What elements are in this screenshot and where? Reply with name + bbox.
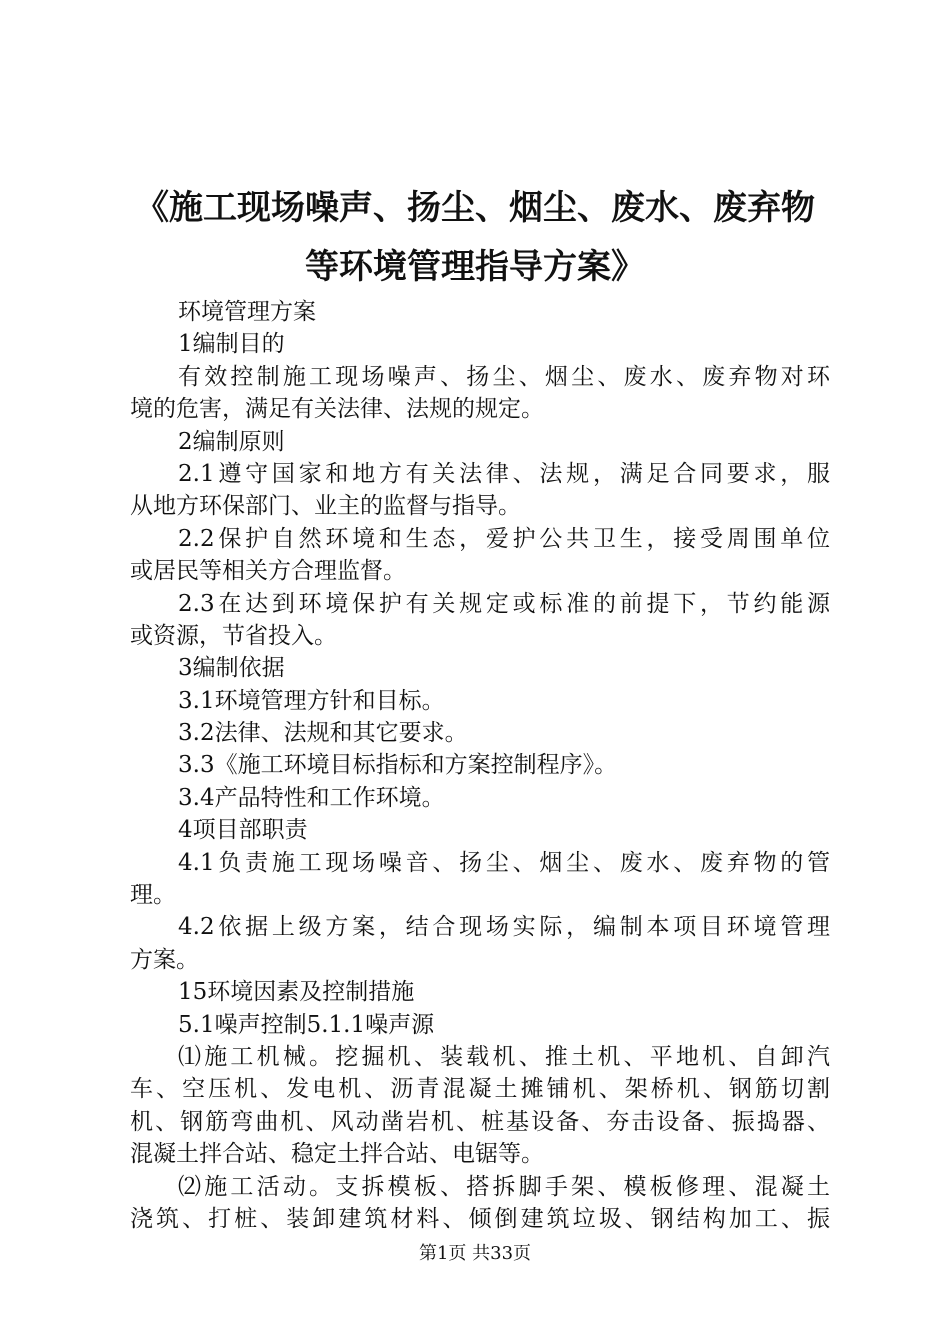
section-heading-5: 15环境因素及控制措施 — [178, 979, 415, 1006]
document-title-line-1: 《施工现场噪声、扬尘、烟尘、废水、废弃物 — [135, 188, 815, 228]
paragraph-line: 从地方环保部门、业主的监督与指导。 — [130, 493, 521, 520]
paragraph-line: 4.2依据上级方案，结合现场实际，编制本项目环境管理 — [178, 914, 830, 941]
paragraph-line: 2.1遵守国家和地方有关法律、法规，满足合同要求，服 — [178, 460, 830, 487]
document-title-line-2: 等环境管理指导方案》 — [305, 247, 645, 287]
paragraph-line: 2.3在达到环境保护有关规定或标准的前提下，节约能源 — [178, 590, 830, 617]
paragraph-line: 境的危害，满足有关法律、法规的规定。 — [130, 396, 544, 423]
list-item: 3.4产品特性和工作环境。 — [178, 784, 445, 811]
list-item: 3.1环境管理方针和目标。 — [178, 687, 445, 714]
section-heading-1: 1编制目的 — [178, 331, 285, 358]
paragraph-line: 混凝土拌合站、稳定土拌合站、电锯等。 — [130, 1141, 544, 1168]
paragraph-line: 或资源，节省投入。 — [130, 622, 337, 649]
paragraph-line: 理。 — [130, 882, 176, 909]
paragraph-line: 车、空压机、发电机、沥青混凝土摊铺机、架桥机、钢筋切割 — [130, 1076, 830, 1103]
paragraph-line: 4.1负责施工现场噪音、扬尘、烟尘、废水、废弃物的管 — [178, 849, 830, 876]
paragraph-line: ⑵施工活动。支拆模板、搭拆脚手架、模板修理、混凝土 — [178, 1173, 830, 1200]
section-heading-2: 2编制原则 — [178, 428, 285, 455]
paragraph-line: 机、钢筋弯曲机、风动凿岩机、桩基设备、夯击设备、振捣器、 — [130, 1108, 830, 1135]
heading-environment-plan: 环境管理方案 — [178, 299, 316, 325]
list-item: 3.3《施工环境目标指标和方案控制程序》。 — [178, 752, 618, 779]
paragraph-line: 浇筑、打桩、装卸建筑材料、倾倒建筑垃圾、钢结构加工、振 — [130, 1205, 830, 1232]
paragraph-line: ⑴施工机械。挖掘机、装载机、推土机、平地机、自卸汽 — [178, 1043, 830, 1070]
page-footer: 第1页 共33页 — [418, 1243, 532, 1264]
list-item: 3.2法律、法规和其它要求。 — [178, 720, 468, 747]
section-heading-3: 3编制依据 — [178, 655, 285, 682]
paragraph-line: 方案。 — [130, 946, 199, 973]
paragraph-line: 2.2保护自然环境和生态，爱护公共卫生，接受周围单位 — [178, 525, 830, 552]
section-heading-4: 4项目部职责 — [178, 817, 308, 844]
paragraph-line: 有效控制施工现场噪声、扬尘、烟尘、废水、废弃物对环 — [178, 363, 830, 390]
subsection-heading: 5.1噪声控制5.1.1噪声源 — [178, 1011, 435, 1038]
paragraph-line: 或居民等相关方合理监督。 — [130, 558, 406, 585]
document-body — [130, 296, 830, 1235]
